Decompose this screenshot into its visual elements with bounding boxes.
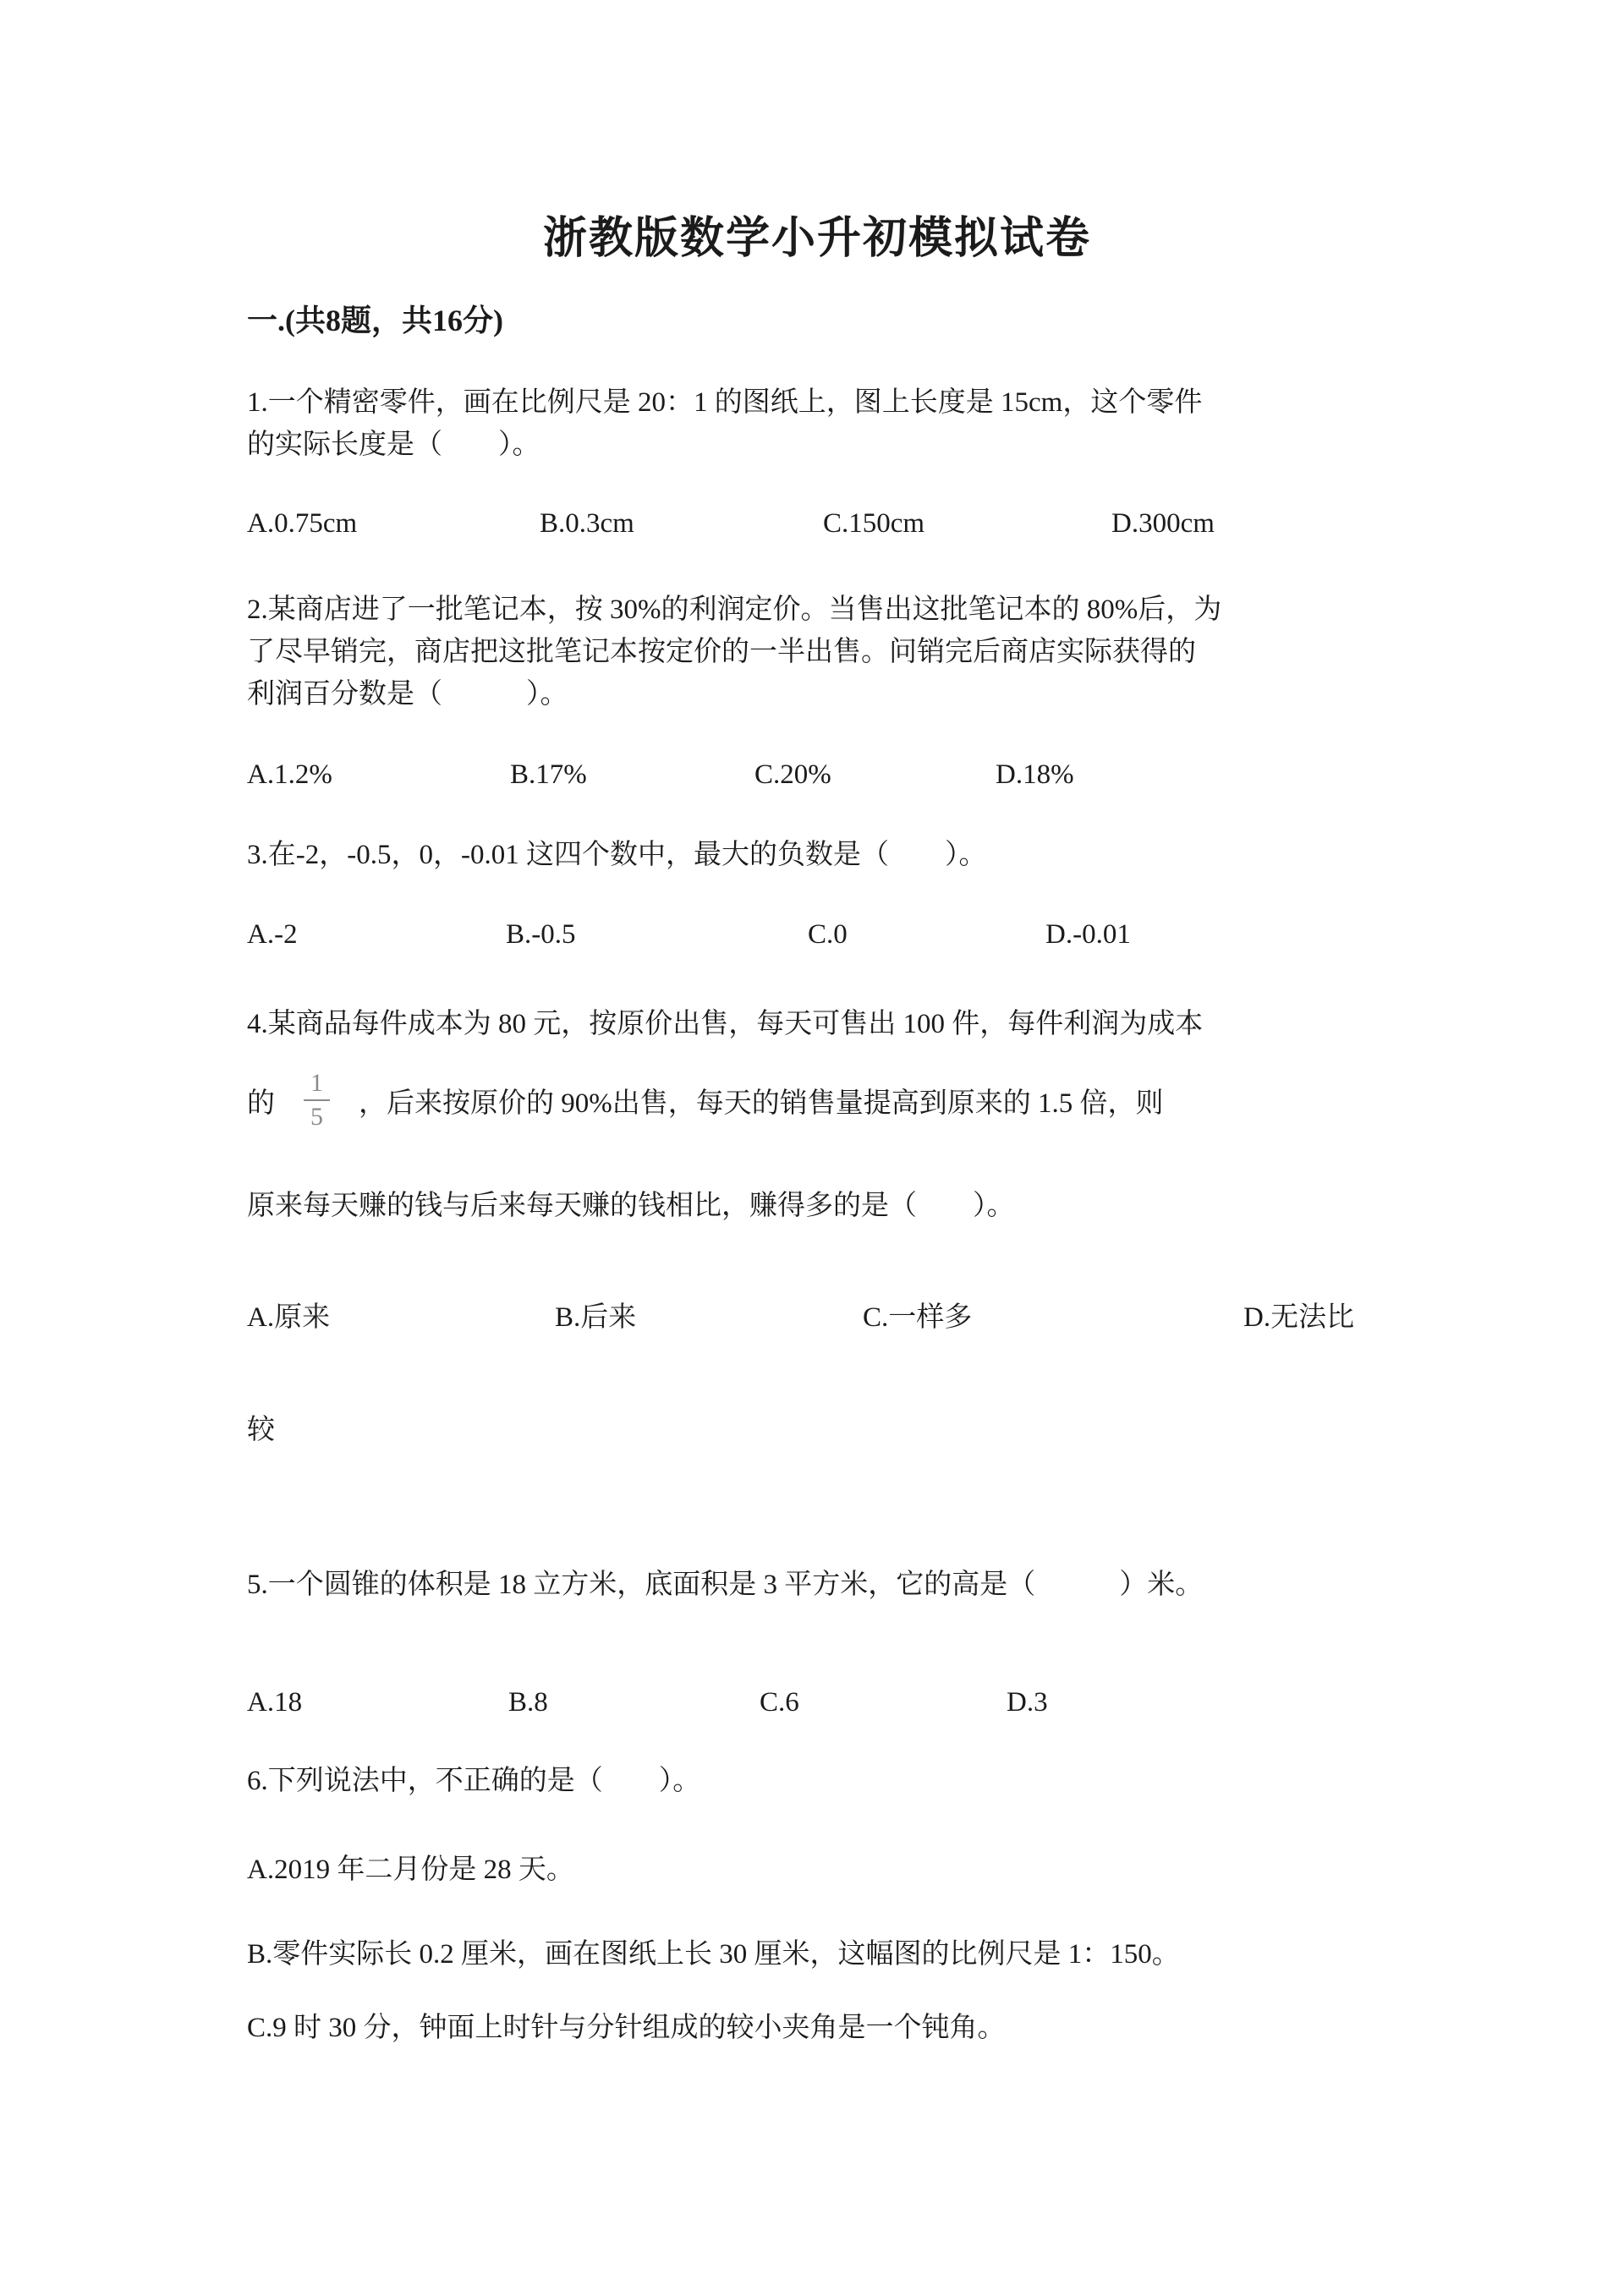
question-text-line-with-fraction — [247, 1054, 1387, 1147]
option-d-wrapped-text: 较 — [247, 1415, 275, 1445]
question-5-options — [247, 1684, 1387, 1721]
option-c: C.20% — [754, 759, 831, 790]
question-1 — [247, 381, 1387, 542]
option-d: D.300cm — [1111, 508, 1215, 539]
fraction-denominator: 5 — [304, 1099, 330, 1130]
question-3 — [247, 834, 1387, 953]
document-body — [247, 0, 1387, 2049]
question-text-line: 1.一个精密零件，画在比例尺是 20：1 的图纸上，图上长度是 15cm，这个零件 — [247, 387, 1203, 418]
question-2-options — [247, 756, 1387, 793]
question-text-line: 3.在-2，-0.5，0，-0.01 这四个数中，最大的负数是（ ）。 — [247, 840, 987, 870]
option-d: D.3 — [1007, 1687, 1048, 1718]
option-a: A.0.75cm — [247, 508, 358, 539]
option-b: B.-0.5 — [506, 919, 576, 950]
question-6 — [247, 1760, 1387, 2049]
option-a: A.1.2% — [247, 759, 332, 790]
option-c: C.0 — [808, 919, 848, 950]
question-4-options — [247, 1299, 1387, 1336]
option-b: B.后来 — [555, 1302, 637, 1333]
question-3-options — [247, 916, 1387, 953]
question-text-line: 2.某商店进了一批笔记本，按 30%的利润定价。当售出这批笔记本的 80%后，为 — [247, 595, 1222, 625]
option-c: C.150cm — [823, 508, 925, 539]
question-1-text — [247, 381, 1387, 466]
section-header: 一.(共8题，共16分) — [247, 304, 503, 337]
question-text-line: 了尽早销完，商店把这批笔记本按定价的一半出售。问销完后商店实际获得的 — [247, 637, 1196, 667]
option-a: A.原来 — [247, 1302, 331, 1333]
option-b: B.17% — [510, 759, 587, 790]
question-text-line: 5.一个圆锥的体积是 18 立方米，底面积是 3 平方米，它的高是（ ）米。 — [247, 1570, 1204, 1600]
option-a: A.18 — [247, 1687, 303, 1718]
option-b: B.零件实际长 0.2 厘米，画在图纸上长 30 厘米，这幅图的比例尺是 1：150。 — [247, 1939, 1180, 1970]
question-5 — [247, 1564, 1387, 1721]
option-b: B.8 — [508, 1687, 548, 1718]
question-text-line: 利润百分数是（ ）。 — [247, 679, 568, 710]
question-2-text — [247, 589, 1387, 715]
option-d: D.无法比 — [1243, 1302, 1355, 1333]
question-3-text — [247, 834, 1387, 876]
option-d: D.-0.01 — [1045, 919, 1131, 950]
option-b: B.0.3cm — [540, 508, 634, 539]
question-text-line: 的实际长度是（ ）。 — [247, 430, 540, 460]
option-c: C.一样多 — [863, 1302, 973, 1333]
option-c: C.6 — [760, 1687, 799, 1718]
exam-title: 浙教版数学小升初模拟试卷 — [542, 215, 1091, 263]
option-c: C.9 时 30 分，钟面上时针与分针组成的较小夹角是一个钝角。 — [247, 2013, 1006, 2043]
question-4 — [247, 1003, 1387, 1451]
option-a: A.-2 — [247, 919, 298, 950]
question-2 — [247, 589, 1387, 793]
question-text-line: 原来每天赚的钱与后来每天赚的钱相比，赚得多的是（ ）。 — [247, 1191, 1015, 1221]
question-text-line: 6.下列说法中，不正确的是（ ）。 — [247, 1766, 701, 1796]
question-text-line: 4.某商品每件成本为 80 元，按原价出售，每天可售出 100 件，每件利润为成本 — [247, 1009, 1204, 1039]
question-1-options — [247, 505, 1387, 542]
option-d: D.18% — [996, 759, 1074, 790]
question-5-text — [247, 1564, 1387, 1606]
fraction-suffix: ，后来按原价的 90%出售，每天的销售量提高到原来的 1.5 倍，则 — [359, 1088, 1164, 1119]
fraction-prefix: 的 — [247, 1088, 275, 1119]
fraction-numerator: 1 — [310, 1069, 323, 1097]
fraction — [304, 1071, 330, 1130]
option-a: A.2019 年二月份是 28 天。 — [247, 1855, 574, 1885]
